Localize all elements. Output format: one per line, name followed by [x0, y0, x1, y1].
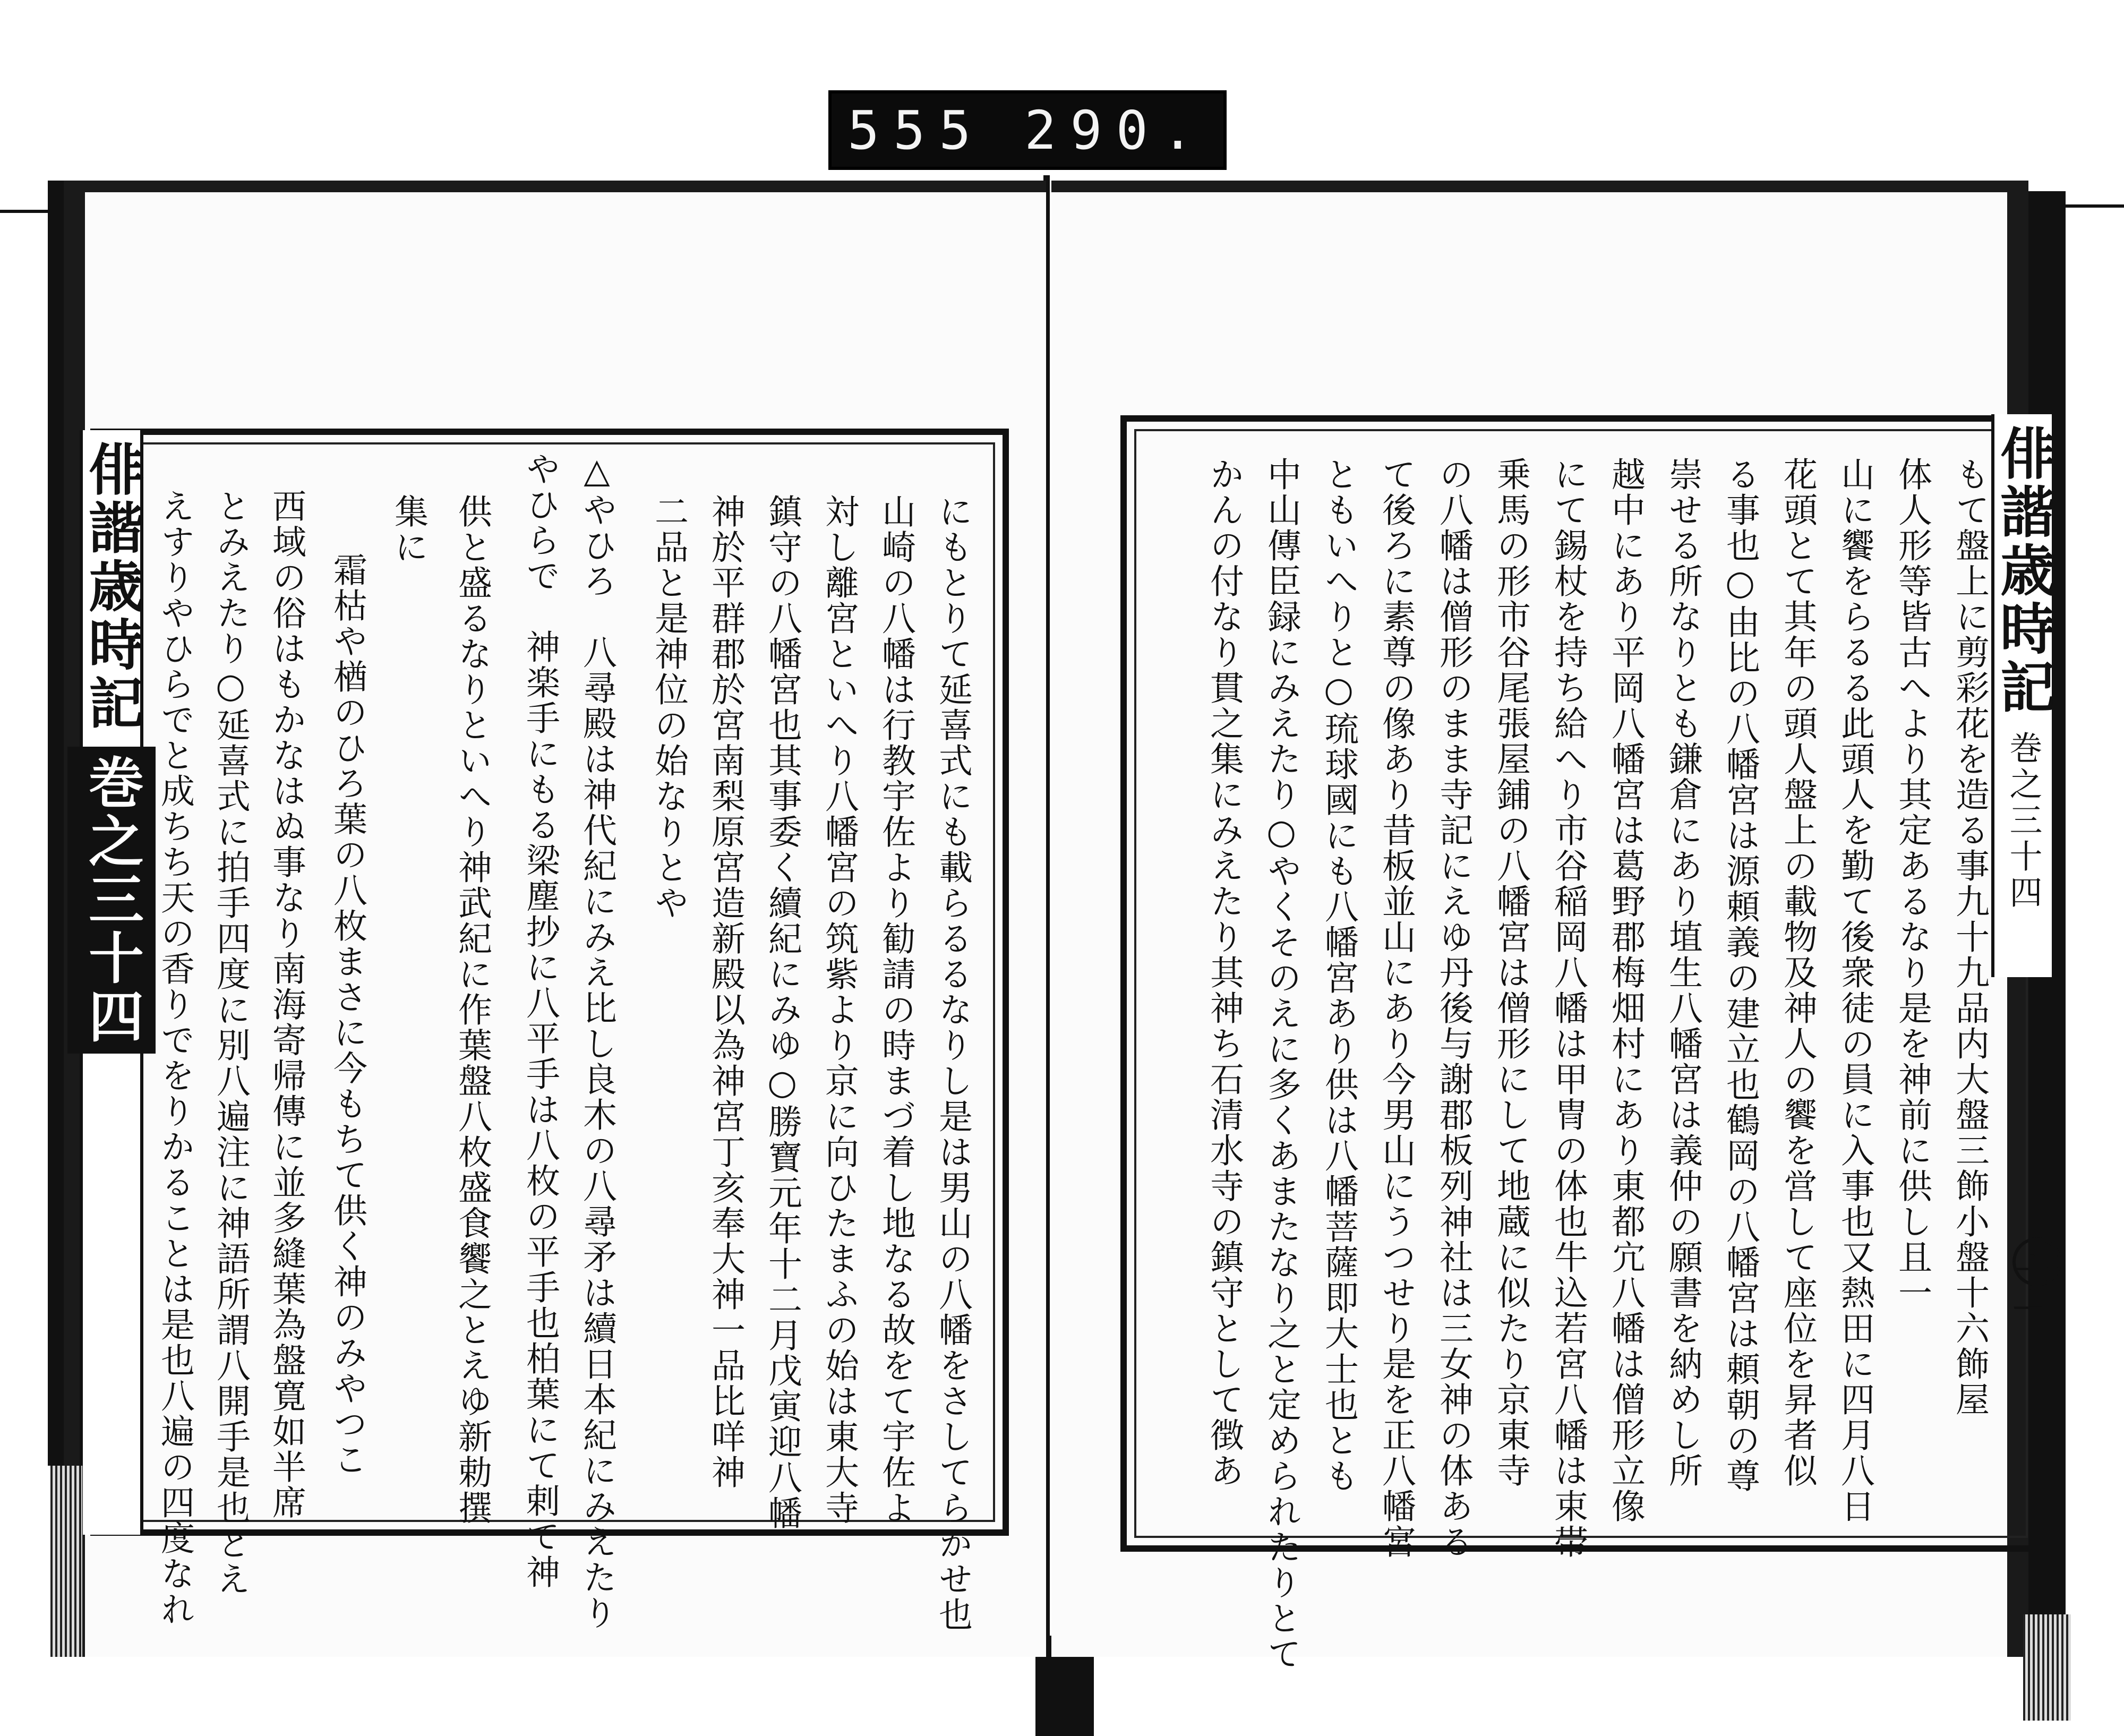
- right-column-5: る事也○由比の八幡宮は源頼義の建立也鶴岡の八幡宮は頼朝の尊: [1720, 457, 1760, 1494]
- right-folio-number: 十一: [2007, 1253, 2051, 1328]
- left-column-11: 霜枯や楢のひろ葉の八枚まさに今もちて供く神のみやつこ: [328, 552, 367, 1477]
- left-column-14: えすりやひらでと成ちち天の香りでをりかることは是也八遍の四度なれ: [155, 489, 194, 1627]
- left-page-header: [80, 430, 143, 1535]
- right-column-3: 山に饗をらるる此頭人を勤て後衆徒の員に入事也又熱田に四月八日: [1835, 457, 1874, 1524]
- archive-label-right: 290.: [1024, 99, 1207, 161]
- left-column-13: とみえたり○延喜式に拍手四度に別八遍注に神語所謂八開手是也とえ: [211, 489, 250, 1597]
- left-column-10: 集に: [389, 494, 428, 565]
- right-column-12: ともいへりと○琉球國にも八幡宮あり供は八幡菩薩即大士也とも: [1319, 457, 1358, 1494]
- right-running-title: 俳諧歳時記: [1991, 425, 2056, 717]
- left-page-edge-stack: [50, 1466, 82, 1657]
- right-volume-label: 巻之三十四: [2004, 731, 2043, 911]
- right-column-1: もて盤上に剪彩花を造る事九十九品内大盤三飾小盤十六飾屋: [1950, 457, 1989, 1417]
- left-volume-label: 巻之三十四: [67, 747, 156, 1054]
- left-column-5: 神於平群郡於宮南梨原宮造新殿以為神宮丁亥奉大神一品比咩神: [706, 494, 745, 1490]
- left-column-6: 二品と是神位の始なりとや: [649, 494, 688, 921]
- archive-label-left: 555: [847, 99, 985, 161]
- left-column-7: △やひろ 八尋殿は神代紀にみえ比し良木の八尋矛は續日本紀にみえたり: [577, 451, 616, 1631]
- right-column-10: の八幡は僧形のまま寺記にえゆ丹後与謝郡板列神社は三女神の体ある: [1434, 457, 1473, 1560]
- right-column-13: 中山傳臣録にみえたり○やくそのえに多くあまたなり之と定められたりとて: [1262, 457, 1301, 1672]
- left-column-8: やひらで 神楽手にもる梁塵抄に八平手は八枚の平手也柏葉にて剌て神: [520, 451, 560, 1590]
- left-running-title: 俳諧歳時記: [79, 441, 144, 733]
- right-column-9: 乗馬の形市谷尾張屋鋪の八幡宮は僧形にして地蔵に似たり京東寺: [1491, 457, 1530, 1489]
- left-column-3: 対し離宮といへり八幡宮の筑紫より京に向ひたまふの始は東大寺: [819, 494, 859, 1526]
- right-column-2: 体人形等皆古へより其定あるなり是を神前に供し且一: [1892, 457, 1932, 1311]
- right-column-6: 崇せる所なりとも鎌倉にあり埴生八幡宮は義仲の願書を納めし所: [1663, 457, 1702, 1489]
- left-column-12: 西域の俗はもかなはぬ事なり南海寄帰傳に並多縫葉為盤寛如半席: [267, 489, 306, 1520]
- left-column-9: 供と盛るなりといへり神武紀に作葉盤八枚盛食饗之とえゆ新勅撰: [452, 494, 492, 1526]
- right-column-4: 花頭とて其年の頭人盤上の載物及神人の饗を営して座位を昇者似: [1778, 457, 1817, 1489]
- left-column-2: 山崎の八幡は行教宇佐より勧請の時まづ着し地なる故をて宇佐よ: [876, 494, 915, 1526]
- right-column-8: にて錫杖を持ち給へり市谷稲岡八幡は甲冑の体也牛込若宮八幡は束帯: [1548, 457, 1588, 1560]
- right-column-14: かんの付なり貫之集にみえたり其神ち石清水寺の鎮守として徴あ: [1204, 457, 1244, 1489]
- left-column-1: にもとりて延喜式にも載らるるなりし是は男山の八幡をさしてらかせ也: [933, 494, 972, 1632]
- archive-label: [828, 90, 1227, 170]
- right-column-7: 越中にあり平岡八幡宮は葛野郡梅畑村にあり東都宂八幡は僧形立像: [1606, 457, 1645, 1524]
- right-page-edge-stack: [2023, 1614, 2071, 1721]
- right-column-11: て後ろに素尊の像あり昔板並山にあり今男山にうつせり是を正八幡宮: [1376, 457, 1416, 1560]
- right-page-header: [1991, 414, 2055, 977]
- left-column-4: 鎮守の八幡宮也其事委く續紀にみゆ○勝寶元年十二月戊寅迎八幡: [763, 494, 802, 1531]
- folio-circle: [2012, 1237, 2061, 1286]
